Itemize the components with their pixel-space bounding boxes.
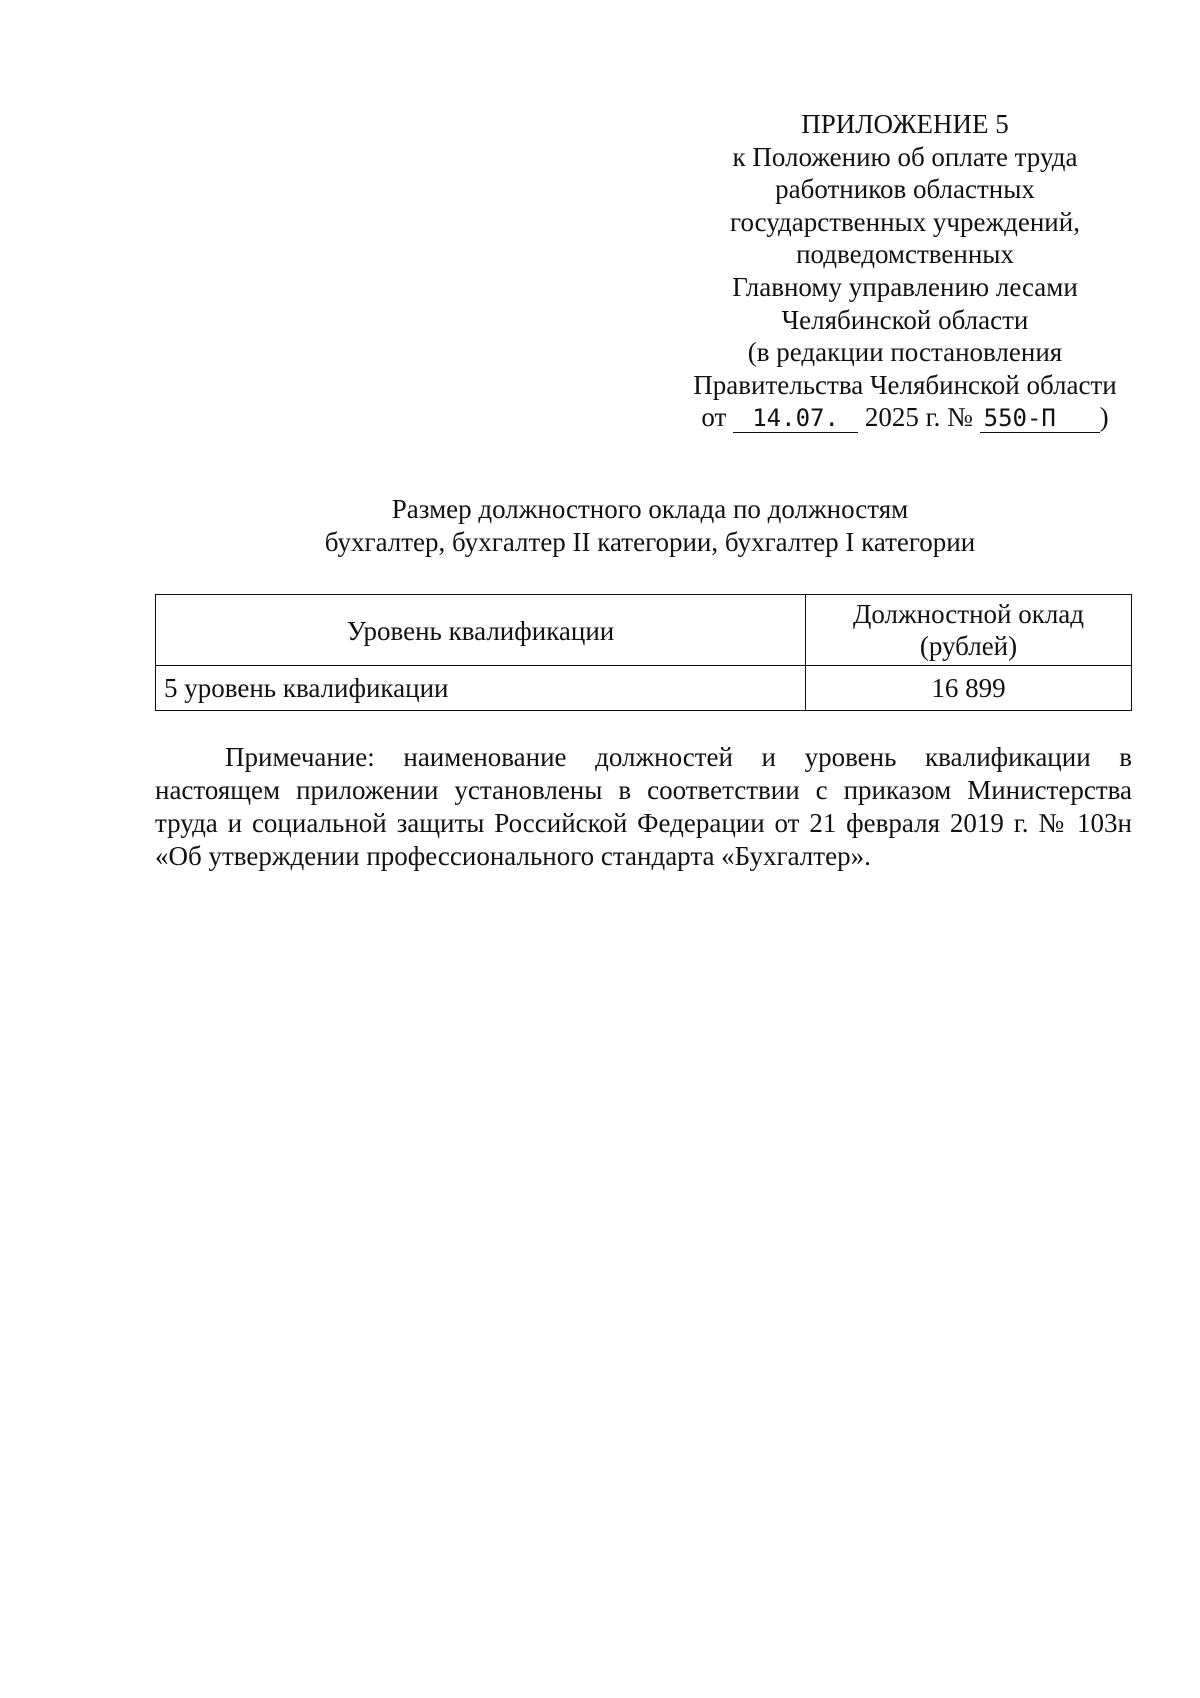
appendix-line: к Положению об оплате труда [732, 141, 1078, 172]
header-salary-line-1: Должностной оклад [852, 599, 1085, 629]
document-title [150, 493, 1150, 559]
year-text: 2025 г. № [864, 402, 973, 433]
appendix-title: ПРИЛОЖЕНИЕ 5 [801, 109, 1009, 139]
appendix-line: Челябинской области [781, 304, 1029, 335]
title-line-1: Размер должностного оклада по должностям [391, 494, 909, 524]
appendix-line: государственных учреждений, [730, 206, 1080, 237]
title-line-2: бухгалтер, бухгалтер II категории, бухгалтер I категории [324, 527, 976, 557]
table-header-row [156, 595, 1132, 666]
note-paragraph: Примечание: наименование должностей и уровень квалификации в настоящем приложении установлены в соответствии с приказом Министерства труда и социальной защиты Российской Федерации от 21 февраля 2019 г. № 103н «Об утверждении профессионального стандарта «Бухгалтер». [155, 742, 1132, 871]
closing-paren: ) [1099, 402, 1109, 433]
header-salary [806, 595, 1132, 666]
date-prefix: от [701, 402, 727, 433]
date-field: 14.07. [733, 404, 858, 433]
appendix-line: Главному управлению лесами [732, 271, 1078, 302]
cell-salary-value: 16 899 [806, 666, 1132, 711]
appendix-line: Правительства Челябинской области [693, 369, 1117, 400]
appendix-line: работников областных [775, 174, 1035, 205]
header-qualification: Уровень квалификации [156, 595, 806, 666]
number-field: 550-П [980, 404, 1100, 433]
appendix-date-line [660, 401, 1150, 434]
appendix-line: (в редакции постановления [747, 337, 1063, 368]
cell-qualification-level: 5 уровень квалификации [156, 666, 806, 711]
table-row [156, 666, 1132, 711]
header-salary-line-2: (рублей) [919, 631, 1018, 661]
appendix-header [660, 108, 1150, 434]
appendix-line: подведомственных [796, 239, 1014, 270]
salary-table [155, 594, 1132, 711]
